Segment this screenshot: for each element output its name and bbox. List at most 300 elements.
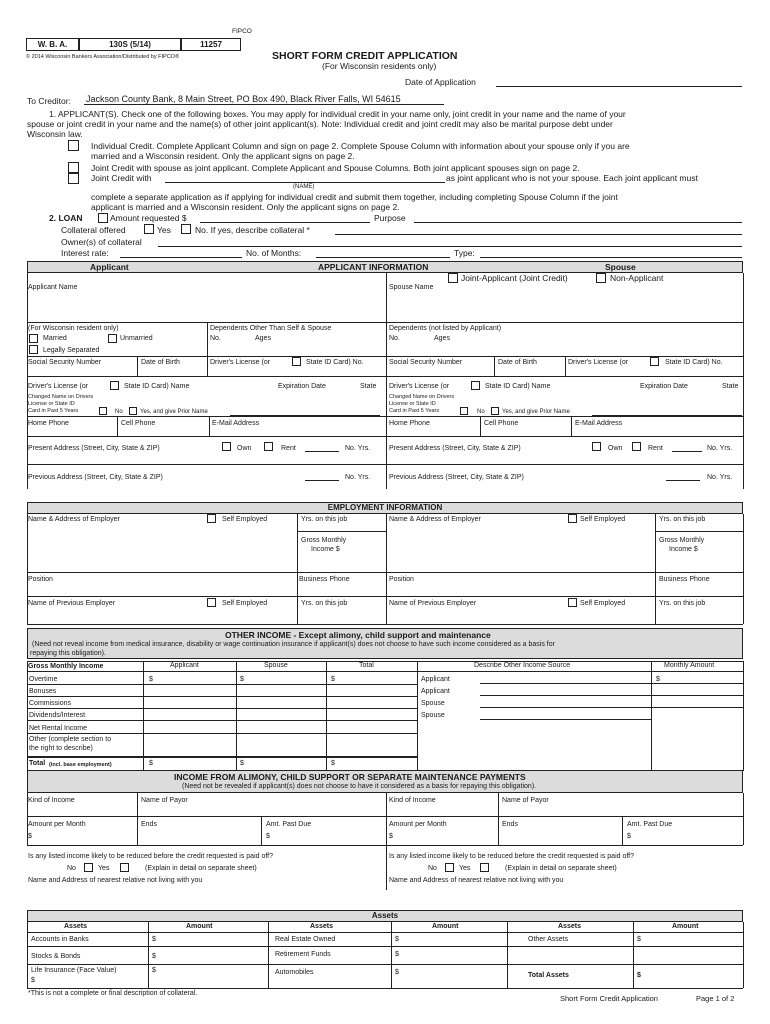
sp-yrs-job-label: Yrs. on this job [659,516,706,523]
grid-line [27,661,28,771]
dependents-label: Dependents Other Than Self & Spouse [210,325,332,332]
grid-line [297,531,386,532]
sp-exp-label: Expiration Date [640,383,688,390]
dividends-label: Dividends/Interest [29,712,86,719]
sp-dl-name-label: Driver's License (or [389,383,450,390]
business-phone-label: Business Phone [299,576,350,583]
sp-dependents-label: Dependents (not listed by Applicant) [389,325,502,332]
sp-reduced-yes-checkbox[interactable] [480,863,489,872]
sp-position-label: Position [389,576,414,583]
grid-line [498,793,499,845]
collateral-no-checkbox[interactable] [181,224,191,234]
bonuses-label: Bonuses [29,688,57,695]
married-checkbox[interactable] [29,334,38,343]
reduced-no-label: No [67,865,76,872]
grid-line [27,661,743,662]
owners-label: Owner(s) of collateral [61,237,142,247]
grid-line [27,416,743,417]
grid-line [261,816,262,845]
life-ins-dollar-sub: $ [31,977,35,984]
sp-cell-phone-label: Cell Phone [484,420,519,427]
sp-prev-self-employed-checkbox[interactable] [568,598,577,607]
prev-yrs-field[interactable] [305,480,339,481]
amount-label: Amount requested $ [110,213,187,223]
sp-gross-a: Gross Monthly [659,537,705,544]
purpose-label: Purpose [374,213,406,223]
sp-self-employed-label: Self Employed [580,516,626,523]
monthly-field-3[interactable] [651,707,743,708]
yrs-job-label: Yrs. on this job [301,516,348,523]
sp-payor-label: Name of Payor [502,797,549,804]
months-field[interactable] [316,257,450,258]
kind-label: Kind of Income [28,797,75,804]
changed-yes-label: Yes, and give Prior Name [140,409,208,415]
joint-applicant-checkbox[interactable] [448,273,458,283]
alimony-title: INCOME FROM ALIMONY, CHILD SUPPORT OR SEPARATE MAINTENANCE PAYMENTS [174,772,526,782]
stateid-label: State ID Card) No. [306,359,364,366]
sp-changed-no-label: No [477,409,485,415]
grid-line [27,720,417,721]
sp-dob-label: Date of Birth [498,359,537,366]
grid-line [27,845,743,846]
grid-line [137,356,138,376]
gross-income-header: Gross Monthly Income [28,663,104,670]
name-caption: (NAME) [293,184,315,190]
reduced-yes-checkbox[interactable] [120,863,129,872]
creditor-underline [84,104,444,105]
monthly-field-2[interactable] [651,695,743,696]
prev-yrs-job-label: Yrs. on this job [301,600,348,607]
opt3-text-a: Joint Credit with [91,173,152,183]
grid-line [27,946,743,947]
grid-line [297,572,298,596]
individual-credit-checkbox[interactable] [68,140,79,151]
income-spouse-header: Spouse [264,662,288,669]
sp-ssn-label: Social Security Number [389,359,463,366]
applicant-info-title: APPLICANT INFORMATION [318,262,429,272]
sp-prev-self-employed-label: Self Employed [580,600,626,607]
assets-band: Assets [27,910,743,922]
desc-row-2: Applicant [421,688,450,695]
income-applicant-header: Applicant [170,662,199,669]
desc-field-3[interactable] [480,707,651,708]
separated-checkbox[interactable] [29,345,38,354]
grid-line [386,273,387,489]
applicants-intro-c: Wisconsin law. [27,129,83,139]
unmarried-checkbox[interactable] [108,334,117,343]
sp-stateid-label: State ID Card) No. [665,359,723,366]
desc-row-3: Spouse [421,700,445,707]
sp-changed-c: Card in Past 5 Years [389,408,440,414]
grid-line [207,356,208,376]
spouse-col-header: Spouse [605,262,636,272]
grid-line [27,756,417,758]
changed-c: Card in Past 5 Years [28,408,79,414]
prev-yrs-label: No. Yrs. [345,474,371,481]
cell-phone-label: Cell Phone [121,420,156,427]
life-ins-dollar: $ [152,967,156,974]
amount-header-1: Amount [186,923,213,930]
non-applicant-checkbox[interactable] [596,273,606,283]
total-total-dollar: $ [331,760,335,767]
grid-line [326,661,327,771]
real-estate-label: Real Estate Owned [275,936,336,943]
months-label: No. of Months: [246,248,302,258]
grid-line [743,922,744,988]
relative-label: Name and Address of nearest relative not living with you [28,877,203,884]
stocks-label: Stocks & Bonds [31,953,81,960]
grid-line [494,356,495,376]
opt3-text-d: applicant is married and a Wisconsin resident. Only the applicant signs on page 2. [91,202,400,212]
prev-employer-label: Name of Previous Employer [28,600,116,607]
own-checkbox[interactable] [222,442,231,451]
past-due-label: Amt. Past Due [266,821,312,828]
present-yrs-field[interactable] [305,451,339,452]
overtime-app-dollar: $ [149,676,153,683]
purpose-field[interactable] [414,222,742,223]
fipco-label: FIPCO [232,28,252,35]
form-number: 130S (5/14) [79,38,181,51]
rental-label: Net Rental Income [29,725,87,732]
total-label: Total [29,760,46,767]
sp-past-due-dollar: $ [627,833,631,840]
grid-line [480,416,481,436]
dep-no-label: No. [210,335,221,342]
describe-header: Describe Other Income Source [474,662,571,669]
grid-line [27,964,743,965]
wi-resident-label: (For Wisconsin resident only) [28,325,119,332]
sp-dep-ages-label: Ages [434,335,450,342]
grid-line [27,273,28,489]
changed-b: License or State ID [28,401,75,407]
other-label-b: the right to describe) [29,745,93,752]
collateral-no-label: No. If yes, describe collateral * [195,225,310,235]
sp-reduced-no-label: No [428,865,437,872]
dl-stateid-name-label: State ID Card) Name [124,383,190,390]
collateral-yes-label: Yes [157,225,171,235]
payor-label: Name of Payor [141,797,188,804]
applicants-intro-b: spouse or joint credit in your name and the name(s) of other joint applicant(s). Note: Individual credit and joint credit may also be marital purpose debt under [27,119,613,129]
grid-line [27,932,743,933]
changed-no-checkbox[interactable] [99,407,107,415]
amount-month-dollar: $ [28,833,32,840]
grid-line [143,661,144,771]
unmarried-label: Unmarried [120,335,153,342]
grid-line [622,816,623,845]
sp-changed-b: License or State ID [389,401,436,407]
sp-prev-employer-label: Name of Previous Employer [389,600,477,607]
grid-line [27,464,743,465]
prev-self-employed-checkbox[interactable] [207,598,216,607]
total-app-dollar: $ [149,760,153,767]
form-id: 11257 [181,38,241,51]
changed-no-label: No [115,409,123,415]
ends-label: Ends [141,821,157,828]
grid-line [297,596,298,624]
sp-state-id-checkbox[interactable] [650,357,659,366]
amount-header-2: Amount [432,923,459,930]
amount-header-3: Amount [672,923,699,930]
retirement-label: Retirement Funds [275,951,331,958]
loan-label: 2. LOAN [49,213,83,223]
collateral-footnote: *This is not a complete or final description of collateral. [28,990,198,997]
footer-form-name: Short Form Credit Application [560,994,658,1003]
overtime-sp-dollar: $ [240,676,244,683]
type-label: Type: [454,248,475,258]
creditor-value: Jackson County Bank, 8 Main Street, PO Box 490, Black River Falls, WI 54615 [86,94,401,104]
exp-label: Expiration Date [278,383,326,390]
collateral-yes-checkbox[interactable] [144,224,154,234]
dl-name-label: Driver's License (or [28,383,89,390]
grid-line [297,514,298,572]
desc-row-1: Applicant [421,676,450,683]
rate-field[interactable] [120,257,242,258]
collateral-desc-field[interactable] [335,234,742,235]
desc-field-1[interactable] [480,683,651,684]
sp-changed-yes-checkbox[interactable] [491,407,499,415]
overtime-label: Overtime [29,676,58,683]
gross-b: Income $ [311,546,340,553]
grid-line [27,708,417,709]
opt3-text-b: as joint applicant who is not your spouse. Each joint applicant must [446,173,698,183]
monthly-field-1[interactable] [651,683,743,684]
retirement-dollar: $ [395,951,399,958]
opt2-text: Joint Credit with spouse as joint applicant. Complete Applicant and Spouse Columns. Both joint applicant spouses sign on page 2. [91,163,580,173]
form-code: W. B. A. [26,38,79,51]
dl-stateid-checkbox[interactable] [110,381,119,390]
grid-line [27,356,743,357]
rate-label: Interest rate: [61,248,109,258]
other-income-note-a: (Need not reveal income from medical insurance, disability or wage continuation insurance if applicant(s) does not choose to have such income considered as a basis for [32,641,555,648]
joint-spouse-checkbox[interactable] [68,162,79,173]
accounts-banks-label: Accounts in Banks [31,936,89,943]
sp-dl-stateid-name-label: State ID Card) Name [485,383,551,390]
applicants-intro-a: 1. APPLICANT(S). Check one of the following boxes. You may apply for individual credit in your name only, joint credit in your name and the name of your [49,109,626,119]
sp-prev-yrs-job-label: Yrs. on this job [659,600,706,607]
sp-amount-month-dollar: $ [389,833,393,840]
dl-label: Driver's License (or [210,359,271,366]
separated-label: Legally Separated [43,347,100,354]
overtime-total-dollar: $ [331,676,335,683]
grid-line [743,793,744,845]
email-label: E-Mail Address [212,420,260,427]
grid-line [417,661,418,771]
amount-month-label: Amount per Month [28,821,86,828]
ssn-label: Social Security Number [28,359,102,366]
type-field[interactable] [480,257,742,258]
sp-present-yrs-field[interactable] [672,451,702,452]
assets-header-2: Assets [310,923,333,930]
sp-business-phone-label: Business Phone [659,576,710,583]
other-assets-label: Other Assets [528,936,569,943]
opt3-text-c: complete a separate application as if applying for individual credit and submit them together, including completing Spouse Column if the joint [91,192,618,202]
sp-changed-a: Changed Name on Drivers [389,394,455,400]
joint-applicant-label: Joint-Applicant (Joint Credit) [461,273,568,283]
position-label: Position [28,576,53,583]
sp-dl-stateid-checkbox[interactable] [471,381,480,390]
sp-rent-checkbox[interactable] [632,442,641,451]
grid-line [137,793,138,845]
grid-line [209,416,210,436]
grid-line [655,596,656,624]
sp-changed-yes-label: Yes, and give Prior Name [502,409,570,415]
own-label: Own [237,445,252,452]
grid-line [27,684,417,685]
grid-line [27,436,743,437]
other-income-title: OTHER INCOME - Except alimony, child support and maintenance [225,630,491,640]
grid-line [655,531,743,532]
sp-prev-yrs-label: No. Yrs. [707,474,733,481]
grid-line [571,416,572,436]
reduced-no-checkbox[interactable] [84,863,93,872]
page-number: Page 1 of 2 [696,994,735,1003]
amount-field[interactable] [200,222,370,223]
desc-field-2[interactable] [480,695,651,696]
employer-label: Name & Address of Employer [28,516,120,523]
sp-rent-label: Rent [648,445,663,452]
total-small-label: (incl. base employment) [49,762,112,768]
other-label-a: Other (complete section to [29,736,112,743]
self-employed-label: Self Employed [222,516,268,523]
automobiles-label: Automobiles [275,969,314,976]
owners-field[interactable] [158,246,742,247]
grid-line [743,273,744,489]
grid-line [655,514,656,572]
grid-line [386,514,387,624]
non-applicant-label: Non-Applicant [610,273,664,283]
employment-band: EMPLOYMENT INFORMATION [27,502,743,514]
sp-amount-month-label: Amount per Month [389,821,447,828]
stocks-dollar: $ [152,953,156,960]
grid-line [743,514,744,624]
total-sp-dollar: $ [240,760,244,767]
sp-present-yrs-label: No. Yrs. [707,445,733,452]
reduced-yes-label: Yes [98,865,110,872]
sp-past-due-label: Amt. Past Due [627,821,673,828]
sp-dl-label: Driver's License (or [568,359,629,366]
total-assets-label: Total Assets [528,972,569,979]
sp-dep-no-label: No. [389,335,400,342]
present-yrs-label: No. Yrs. [345,445,371,452]
grid-line [27,376,743,377]
grid-line [236,661,237,771]
sp-own-label: Own [608,445,623,452]
reduced-question: Is any listed income likely to be reduced before the credit requested is paid off? [28,853,274,860]
sp-gross-b: Income $ [669,546,698,553]
assets-header-1: Assets [64,923,87,930]
grid-line [27,671,743,672]
sp-reduced-yes-label: Yes [459,865,471,872]
automobiles-dollar: $ [395,969,399,976]
creditor-label: To Creditor: [27,96,71,106]
sp-state-label: State [722,383,739,390]
sp-self-employed-checkbox[interactable] [568,514,577,523]
sp-home-phone-label: Home Phone [389,420,430,427]
page-title: SHORT FORM CREDIT APPLICATION [272,50,458,62]
sp-own-checkbox[interactable] [592,442,601,451]
grid-line [207,322,208,356]
total-assets-dollar: $ [637,972,641,979]
collateral-label: Collateral offered [61,225,126,235]
date-field[interactable] [496,86,742,87]
grid-line [386,845,387,890]
accounts-banks-dollar: $ [152,936,156,943]
desc-field-4[interactable] [480,719,651,720]
state-id-checkbox[interactable] [292,357,301,366]
applicant-col-header: Applicant [90,262,129,272]
rent-checkbox[interactable] [264,442,273,451]
joint-other-checkbox[interactable] [68,173,79,184]
assets-header-3: Assets [558,923,581,930]
grid-line [655,572,656,596]
income-total-header: Total [359,662,374,669]
sp-explain-label: (Explain in detail on separate sheet) [505,865,617,872]
rent-label: Rent [281,445,296,452]
sp-kind-label: Kind of Income [389,797,436,804]
grid-line [565,356,566,376]
sp-ends-label: Ends [502,821,518,828]
married-label: Married [43,335,67,342]
dep-ages-label: Ages [255,335,271,342]
sp-prev-yrs-field[interactable] [666,480,700,481]
opt1-text-b: married and a Wisconsin resident. Only the applicant signs on page 2. [91,151,355,161]
applicant-name-label: Applicant Name [28,284,78,291]
sp-email-label: E-Mail Address [575,420,623,427]
grid-line [27,733,417,734]
grid-line [117,416,118,436]
prev-self-employed-label: Self Employed [222,600,268,607]
grid-line [27,624,743,625]
grid-line [743,661,744,771]
grid-line [27,322,743,323]
dob-label: Date of Birth [141,359,180,366]
present-address-label: Present Address (Street, City, State & ZIP) [28,445,160,452]
sp-present-address-label: Present Address (Street, City, State & ZIP) [389,445,521,452]
grid-line [386,793,387,845]
desc-row-4: Spouse [421,712,445,719]
other-assets-dollar: $ [637,936,641,943]
date-label: Date of Application [405,77,476,87]
previous-address-label: Previous Address (Street, City, State & ZIP) [28,474,163,481]
grid-line [651,661,652,771]
gross-a: Gross Monthly [301,537,347,544]
opt1-text-a: Individual Credit. Complete Applicant Column and sign on page 2. Complete Spouse Column with information about your spouse only if you are [91,141,630,151]
state-label: State [360,383,377,390]
sp-changed-no-checkbox[interactable] [460,407,468,415]
self-employed-checkbox[interactable] [207,514,216,523]
changed-yes-checkbox[interactable] [129,407,137,415]
desc-dollar: $ [656,676,660,683]
amount-checkbox[interactable] [98,213,108,223]
other-income-note-b: repaying this obligation). [30,650,106,657]
grid-line [27,696,417,697]
sp-previous-address-label: Previous Address (Street, City, State & ZIP) [389,474,524,481]
life-ins-label: Life Insurance (Face Value) [31,967,117,974]
alimony-note: (Need not be revealed if applicant(s) does not choose to have it considered as a basis for repaying this obligation). [182,783,537,790]
copyright: © 2014 Wisconsin Bankers Association/Distributed by FIPCO® [26,54,180,60]
past-due-dollar: $ [266,833,270,840]
page-subtitle: (For Wisconsin residents only) [322,61,437,71]
sp-employer-label: Name & Address of Employer [389,516,481,523]
grid-line [27,816,743,817]
explain-label: (Explain in detail on separate sheet) [145,865,257,872]
real-estate-dollar: $ [395,936,399,943]
spouse-name-label: Spouse Name [389,284,434,291]
changed-a: Changed Name on Drivers [28,394,94,400]
sp-relative-label: Name and Address of nearest relative not living with you [389,877,564,884]
grid-line [27,572,743,573]
sp-reduced-no-checkbox[interactable] [445,863,454,872]
